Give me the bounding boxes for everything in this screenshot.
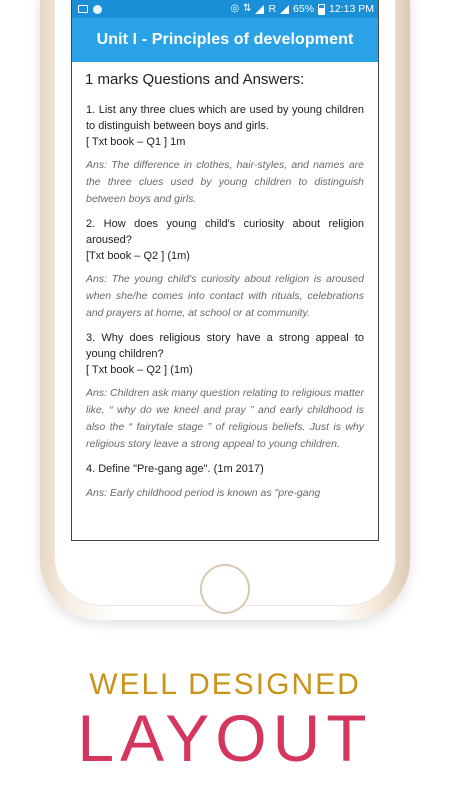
- 4g-signal-icon: ⇅: [243, 3, 252, 14]
- app-bar: [72, 18, 378, 62]
- question-text: 2. How does young child's curiosity about religion aroused?: [86, 218, 364, 246]
- circle-icon: [93, 5, 102, 14]
- question-reference: [ Txt book – Q1 ] 1m: [86, 136, 186, 148]
- status-time: 12:13 PM: [329, 3, 374, 15]
- answer-text: Ans: Early childhood period is known as "pre-gang: [86, 487, 321, 499]
- network-label: R: [268, 3, 277, 15]
- answer-text: Ans: The difference in clothes, hair-styles, and names are the three clues used by young children to distinguish between boys and girls.: [86, 159, 364, 205]
- question-reference: [ Txt book – Q2 ] (1m): [86, 364, 193, 376]
- answer-text: Ans: Children ask many question relating to religious matter like, “ why do we kneel and pray ” and early childhood is also the “ fairytale stage ” of religious beliefs. Just is why religious story leave a strong appeal to young children.: [86, 387, 364, 450]
- phone-screen: [72, 0, 378, 540]
- answer-text: Ans: The young child's curiosity about religion is aroused when she/he comes into contact with rituals, celebrations and prayers at home, at school or at community.: [86, 273, 364, 319]
- battery-percent: 65%: [293, 3, 315, 15]
- question-text: 1. List any three clues which are used by young children to distinguish between boys and girls.: [86, 104, 364, 132]
- tagline-top: WELL DESIGNED: [89, 668, 361, 701]
- status-bar: [72, 0, 378, 18]
- question-text: 3. Why does religious story have a strong appeal to young children?: [86, 332, 364, 360]
- question-text: 4. Define "Pre-gang age". (1m 2017): [86, 463, 264, 475]
- home-button[interactable]: [200, 564, 250, 614]
- question-reference: [Txt book – Q2 ] (1m): [86, 250, 190, 262]
- page-title: Unit I - Principles of development: [96, 31, 354, 48]
- battery-icon: [318, 4, 325, 15]
- gallery-icon: [78, 5, 88, 13]
- qa-item: [86, 102, 364, 208]
- signal-icon: [255, 5, 264, 14]
- qa-item: [86, 330, 364, 453]
- section-heading: 1 marks Questions and Answers:: [85, 71, 305, 88]
- qa-item: [86, 461, 364, 502]
- hotspot-icon: ◎: [230, 3, 240, 14]
- qa-item: [86, 216, 364, 322]
- content-area[interactable]: [72, 62, 378, 502]
- signal-icon: [280, 5, 289, 14]
- tagline-bottom: LAYOUT: [77, 701, 373, 775]
